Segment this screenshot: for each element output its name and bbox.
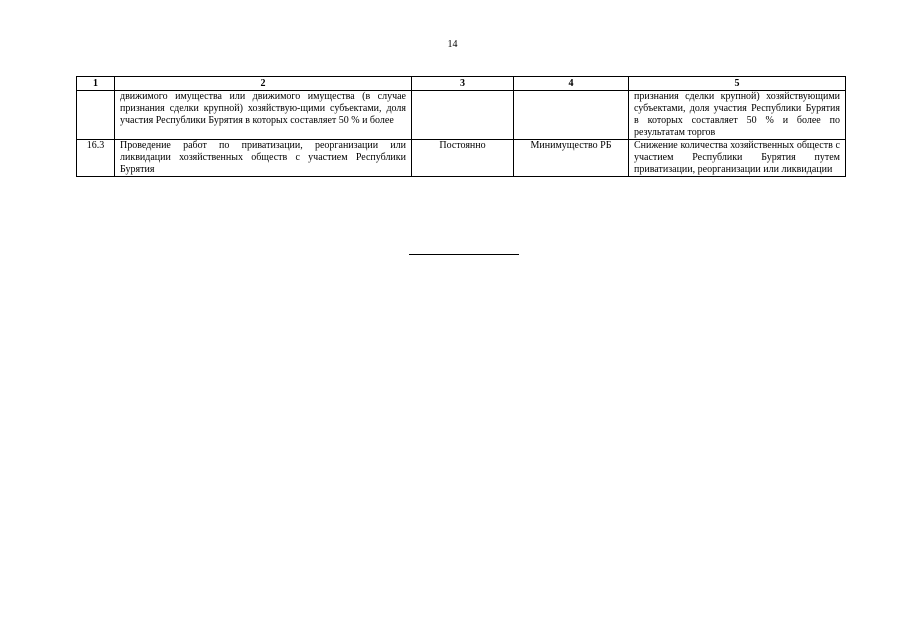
- column-header-1: 1: [77, 77, 115, 91]
- result-cell: признания сделки крупной) хозяйствующими субъектами, доля участия Республики Бурятия в которых составляет 50 % и более по результатам торгов: [629, 91, 846, 140]
- column-header-5: 5: [629, 77, 846, 91]
- table-header-row: [77, 77, 846, 91]
- measure-cell: движимого имущества или движимого имущества (в случае признания сделки крупной) хозяйствую-щими субъектами, доля участия Республики Бурятия в которых составляет 50 % и более: [115, 91, 412, 140]
- row-number-cell: 16.3: [77, 140, 115, 177]
- column-header-2: 2: [115, 77, 412, 91]
- term-cell: Постоянно: [412, 140, 514, 177]
- measures-table: [76, 76, 846, 177]
- result-cell: Снижение количества хозяйственных обществ с участием Республики Бурятия путем приватизации, реорганизации или ликвидации: [629, 140, 846, 177]
- executor-cell: [514, 91, 629, 140]
- column-header-4: 4: [514, 77, 629, 91]
- measure-cell: Проведение работ по приватизации, реорганизации или ликвидации хозяйственных обществ с участием Республики Бурятия: [115, 140, 412, 177]
- term-cell: [412, 91, 514, 140]
- executor-cell: Минимущество РБ: [514, 140, 629, 177]
- table-row: [77, 91, 846, 140]
- table-row: [77, 140, 846, 177]
- page-number: 14: [447, 39, 458, 50]
- column-header-3: 3: [412, 77, 514, 91]
- end-separator-line: [409, 254, 519, 255]
- row-number-cell: [77, 91, 115, 140]
